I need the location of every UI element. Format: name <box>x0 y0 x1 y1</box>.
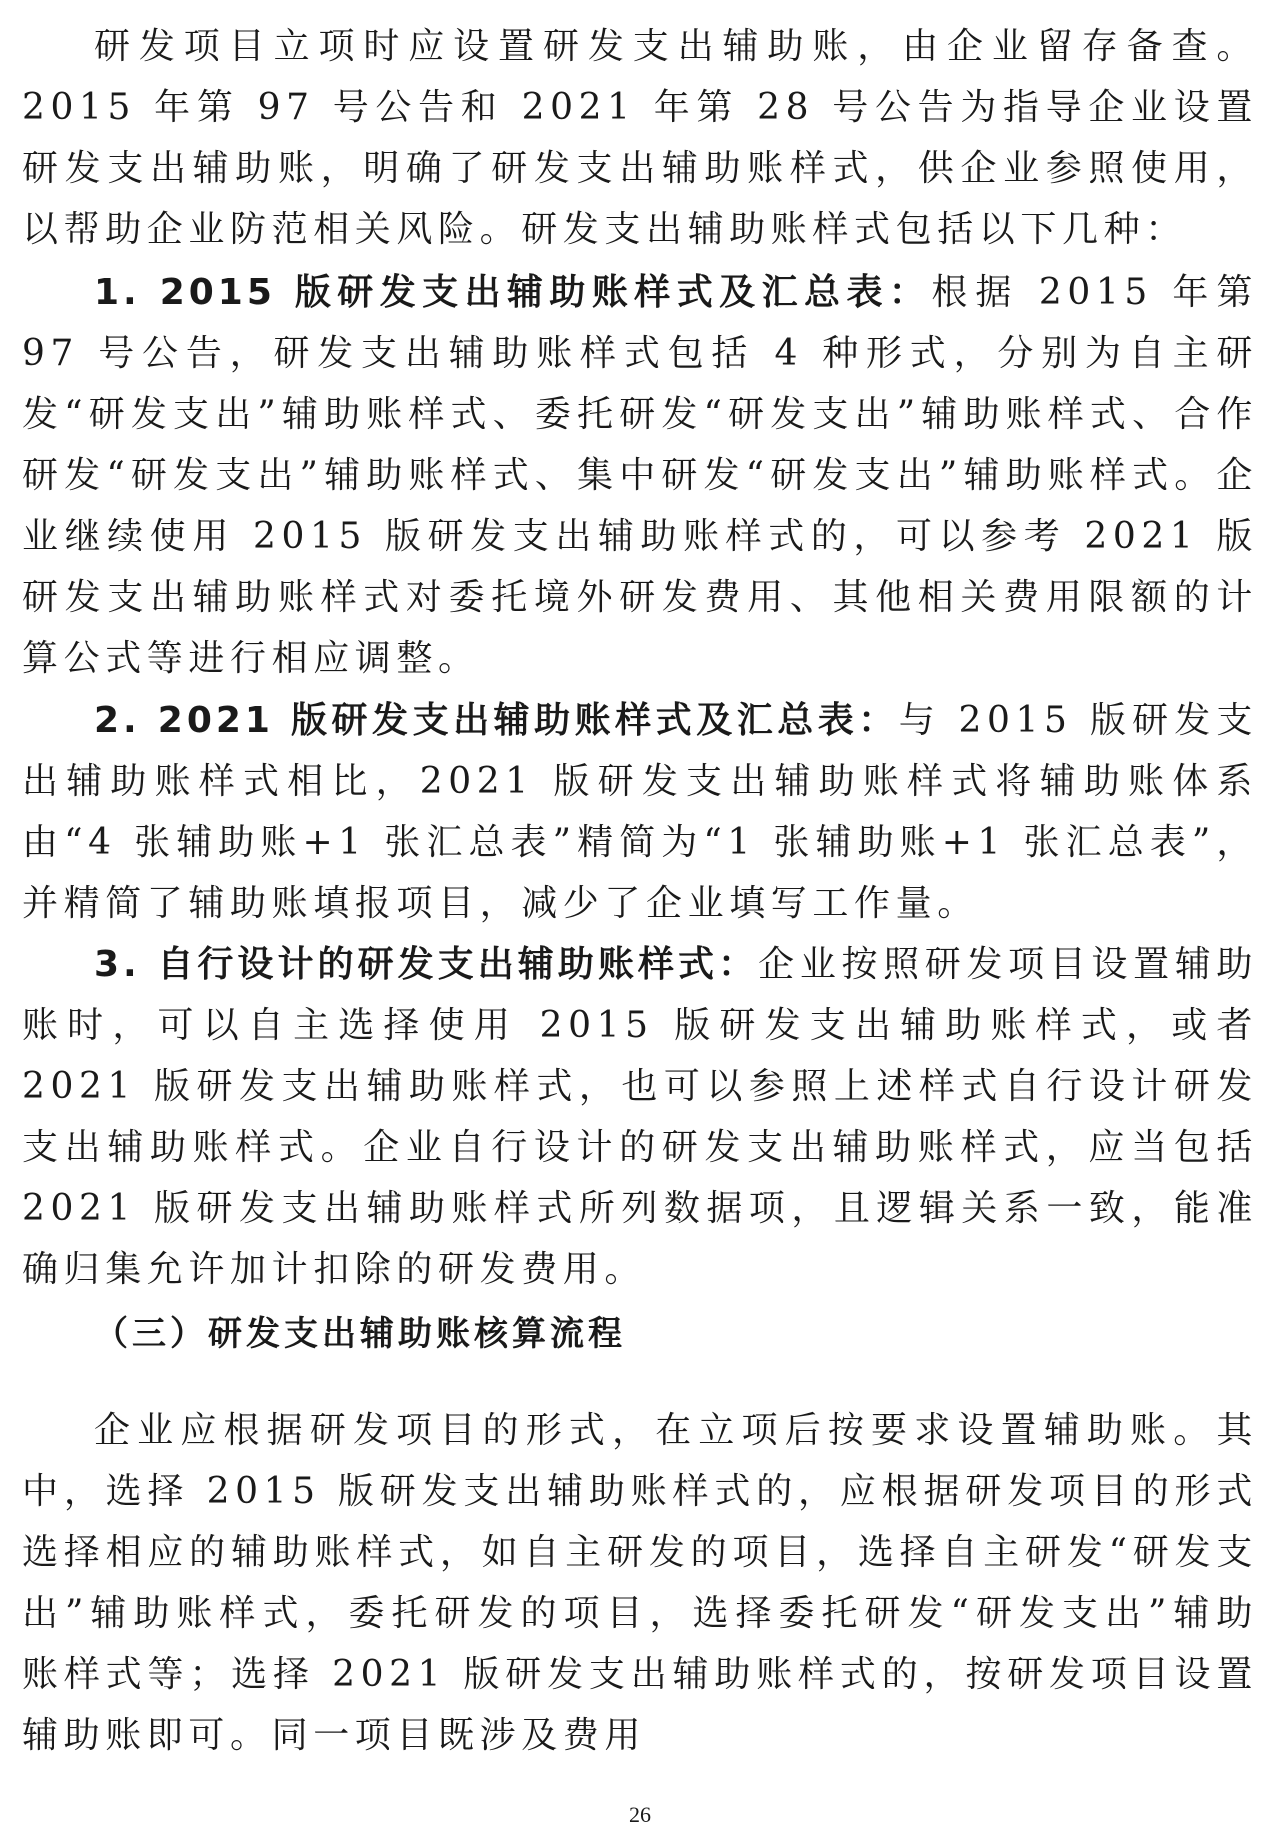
item-2021-body: 与 2015 版研发支出辅助账样式相比，2021 版研发支出辅助账样式将辅助账体系由“4 张辅助账+1 张汇总表”精简为“1 张辅助账+1 张汇总表”，并精简了辅助账填报项目，减少了企业填写工作量。 <box>22 700 1258 924</box>
paragraph-item-custom <box>22 934 1258 1300</box>
item-2021-title: 2. 2021 版研发支出辅助账样式及汇总表： <box>94 700 899 741</box>
paragraph-item-2021 <box>22 690 1258 934</box>
paragraph-process-text: 企业应根据研发项目的形式，在立项后按要求设置辅助账。其中，选择 2015 版研发支出辅助账样式的，应根据研发项目的形式选择相应的辅助账样式，如自主研发的项目，选择自主研发“研发支出”辅助账样式，委托研发的项目，选择委托研发“研发支出”辅助账样式等；选择 2021 版研发支出辅助账样式的，按研发项目设置辅助账即可。同一项目既涉及费用 <box>22 1410 1258 1756</box>
page-number: 26 <box>629 1802 651 1827</box>
paragraph-process <box>22 1400 1258 1766</box>
item-custom-body: 企业按照研发项目设置辅助账时，可以自主选择使用 2015 版研发支出辅助账样式，或者 2021 版研发支出辅助账样式，也可以参照上述样式自行设计研发支出辅助账样式。企业自行设计的研发支出辅助账样式，应当包括 2021 版研发支出辅助账样式所列数据项，且逻辑关系一致，能准确归集允许加计扣除的研发费用。 <box>22 944 1258 1290</box>
item-2015-title: 1. 2015 版研发支出辅助账样式及汇总表： <box>94 272 932 313</box>
paragraph-item-2015 <box>22 262 1258 689</box>
item-2015-body: 根据 2015 年第 97 号公告，研发支出辅助账样式包括 4 种形式，分别为自主研发“研发支出”辅助账样式、委托研发“研发支出”辅助账样式、合作研发“研发支出”辅助账样式、集中研发“研发支出”辅助账样式。企业继续使用 2015 版研发支出辅助账样式的，可以参考 2021 版研发支出辅助账样式对委托境外研发费用、其他相关费用限额的计算公式等进行相应调整。 <box>22 272 1258 679</box>
paragraph-intro-text: 研发项目立项时应设置研发支出辅助账，由企业留存备查。2015 年第 97 号公告和 2021 年第 28 号公告为指导企业设置研发支出辅助账，明确了研发支出辅助账样式，供企业参照使用，以帮助企业防范相关风险。研发支出辅助账样式包括以下几种： <box>22 26 1258 250</box>
paragraph-intro <box>22 16 1258 260</box>
section-heading: （三）研发支出辅助账核算流程 <box>94 1314 626 1354</box>
item-custom-title: 3. 自行设计的研发支出辅助账样式： <box>94 944 759 985</box>
